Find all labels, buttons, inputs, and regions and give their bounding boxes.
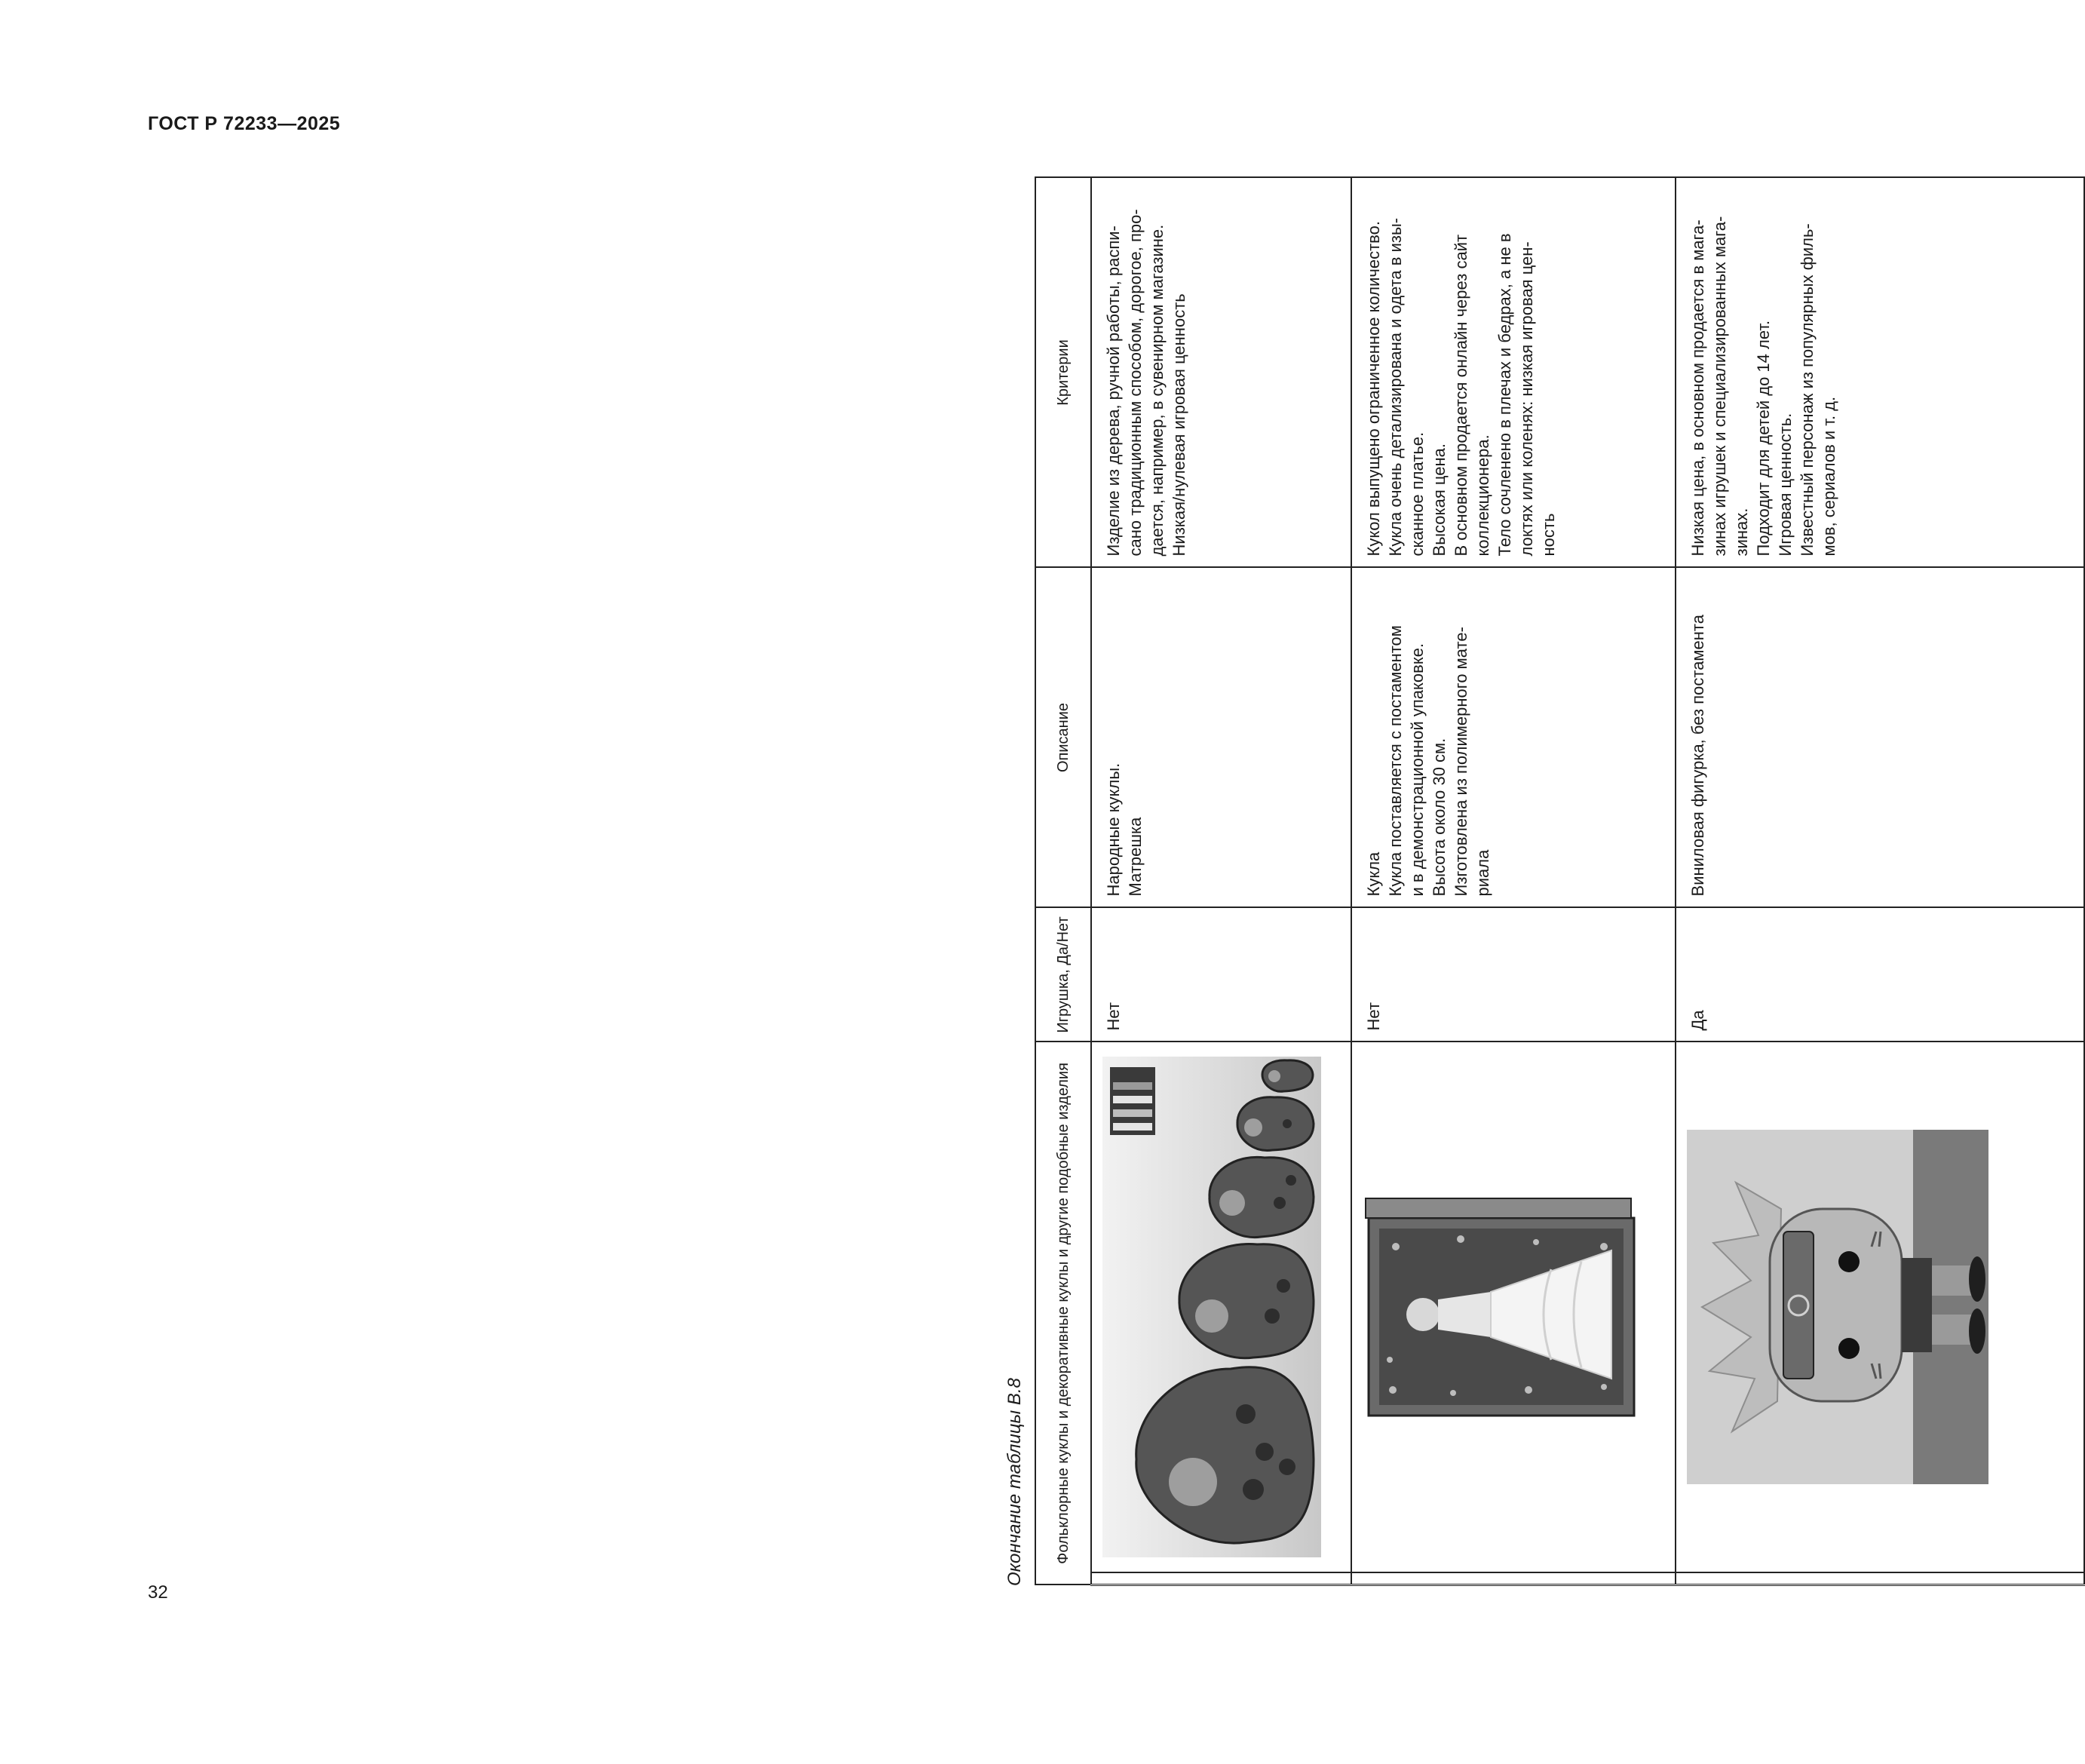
criteria-cell: Низкая цена, в основном продается в мага- зинах игрушек и специализированных мага- зинах. Подходит для детей до 14 лет. Игровая ценность. Известный персонаж из популярных филь- мов, сериалов и т. д. xyxy=(1676,177,2084,567)
table-header-row xyxy=(1035,177,1091,1585)
matryoshka-photo xyxy=(1091,1042,1351,1572)
header-toy: Игрушка, Да/Нет xyxy=(1035,907,1091,1042)
document-header: ГОСТ Р 72233—2025 xyxy=(148,113,341,134)
vinyl-figure-image xyxy=(1687,1130,1988,1485)
toy-value: Нет xyxy=(1351,907,1676,1042)
description-cell: Кукла Кукла поставляется с постаментом и в демонстрационной упаковке. Высота около 30 см. Изготовлена из полимерного мате- риала xyxy=(1351,567,1676,907)
vinyl-figure-photo xyxy=(1676,1042,2084,1572)
table-row xyxy=(1091,177,1351,1585)
toy-value: Да xyxy=(1676,907,2084,1042)
criteria-cell: Изделие из дерева, ручной работы, распи- сано традиционным способом, дорогое, про- дается, например, в сувенирном магазине. Низкая/нулевая игровая ценность xyxy=(1091,177,1351,567)
table-row xyxy=(1676,177,2084,1585)
table-row xyxy=(1351,177,1676,1585)
description-cell: Виниловая фигурка, без постамента xyxy=(1676,567,2084,907)
header-criteria: Критерии xyxy=(1035,177,1091,567)
criteria-cell: Кукол выпущено ограниченное количество. Кукла очень детализирована и одета в изы- сканное платье. Высокая цена. В основном продается онлайн через сайт коллекционера. Тело сочленено в плечах и бедрах, а не в локтях или коленях: низкая игровая цен- ность xyxy=(1351,177,1676,567)
toy-value: Нет xyxy=(1091,907,1351,1042)
classification-table xyxy=(1035,176,2085,1586)
table-caption: Окончание таблицы В.8 xyxy=(1004,1378,1025,1586)
description-cell: Народные куклы. Матрешка xyxy=(1091,567,1351,907)
matryoshka-image xyxy=(1102,1057,1321,1558)
page-number: 32 xyxy=(148,1582,168,1603)
rotated-table-block xyxy=(1001,179,1993,1586)
header-category: Фольклорные куклы и декоративные куклы и другие подобные изделия xyxy=(1035,1042,1091,1585)
header-description: Описание xyxy=(1035,567,1091,907)
boxed-doll-photo xyxy=(1351,1042,1676,1572)
boxed-doll-image xyxy=(1363,1195,1642,1421)
